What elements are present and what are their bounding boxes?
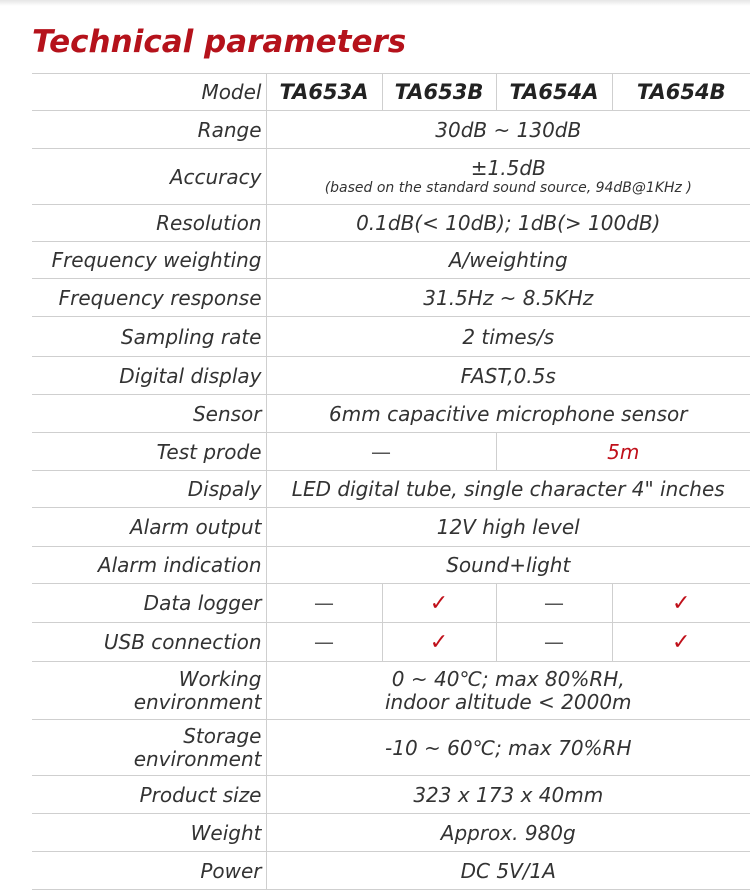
table-row-product-size	[32, 776, 750, 814]
model-header: TA653A	[266, 74, 382, 111]
row-value: -10 ~ 60℃; max 70%RH	[266, 720, 750, 776]
row-label: Resolution	[32, 205, 266, 242]
table-row-model	[32, 74, 750, 111]
model-header: TA654B	[612, 74, 750, 111]
row-value: 0.1dB(< 10dB); 1dB(> 100dB)	[266, 205, 750, 242]
row-label: Storage	[183, 723, 262, 748]
row-value: A/weighting	[266, 242, 750, 279]
row-value: 2 times/s	[266, 317, 750, 357]
table-row-sampling-rate	[32, 317, 750, 357]
row-label: Alarm indication	[32, 547, 266, 584]
row-label: Product size	[32, 776, 266, 814]
table-row-alarm-indication	[32, 547, 750, 584]
table-row-frequency-weighting	[32, 242, 750, 279]
check-icon: ✓	[612, 584, 750, 623]
table-row-usb	[32, 623, 750, 662]
top-divider	[0, 0, 750, 6]
row-label: Working	[178, 666, 262, 691]
row-label: Weight	[32, 814, 266, 852]
row-value-group	[266, 149, 750, 205]
table-row-digital-display	[32, 357, 750, 395]
spec-table	[32, 73, 750, 890]
table-row-working-environment	[32, 662, 750, 720]
dash-icon: —	[496, 584, 612, 623]
row-value: FAST,0.5s	[266, 357, 750, 395]
table-row-range	[32, 111, 750, 149]
table-row-frequency-response	[32, 279, 750, 317]
check-icon: ✓	[382, 623, 496, 662]
dash-icon: —	[496, 623, 612, 662]
row-label: Digital display	[32, 357, 266, 395]
table-row-display	[32, 471, 750, 508]
row-label: environment	[133, 746, 262, 771]
row-label: Alarm output	[32, 508, 266, 547]
row-value: Sound+light	[266, 547, 750, 584]
table-row-alarm-output	[32, 508, 750, 547]
row-value: DC 5V/1A	[266, 852, 750, 890]
row-label: Range	[32, 111, 266, 149]
row-label-group	[32, 662, 266, 720]
row-label: Accuracy	[32, 149, 266, 205]
dash-icon: —	[266, 623, 382, 662]
row-label: Sensor	[32, 395, 266, 433]
row-label: Sampling rate	[32, 317, 266, 357]
row-value: 30dB ~ 130dB	[266, 111, 750, 149]
accuracy-value: ±1.5dB	[470, 156, 546, 180]
table-row-weight	[32, 814, 750, 852]
row-label: Data logger	[32, 584, 266, 623]
table-row-power	[32, 852, 750, 890]
probe-value-ta654: 5m	[496, 433, 750, 471]
row-label: Model	[32, 74, 266, 111]
row-value: 323 x 173 x 40mm	[266, 776, 750, 814]
row-value: 12V high level	[266, 508, 750, 547]
row-value: Approx. 980g	[266, 814, 750, 852]
dash-icon: —	[266, 584, 382, 623]
page-title: Technical parameters	[32, 24, 407, 60]
row-label: USB connection	[32, 623, 266, 662]
row-label: environment	[133, 689, 262, 714]
row-value: 31.5Hz ~ 8.5KHz	[266, 279, 750, 317]
row-label: Dispaly	[32, 471, 266, 508]
table-row-accuracy	[32, 149, 750, 205]
table-row-resolution	[32, 205, 750, 242]
model-header: TA654A	[496, 74, 612, 111]
row-label: Frequency response	[32, 279, 266, 317]
accuracy-note: (based on the standard sound source, 94dB@1KHz )	[324, 180, 692, 196]
row-value-group	[266, 662, 750, 720]
row-value: 6mm capacitive microphone sensor	[266, 395, 750, 433]
check-icon: ✓	[612, 623, 750, 662]
probe-value-ta653: —	[266, 433, 496, 471]
row-label: Power	[32, 852, 266, 890]
table-row-storage-environment	[32, 720, 750, 776]
row-label: Test prode	[32, 433, 266, 471]
row-label-group	[32, 720, 266, 776]
table-row-sensor	[32, 395, 750, 433]
table-row-test-probe	[32, 433, 750, 471]
row-value: 0 ~ 40℃; max 80%RH,	[391, 666, 625, 691]
table-row-data-logger	[32, 584, 750, 623]
row-value: LED digital tube, single character 4" inches	[266, 471, 750, 508]
row-label: Frequency weighting	[32, 242, 266, 279]
check-icon: ✓	[382, 584, 496, 623]
model-header: TA653B	[382, 74, 496, 111]
row-value: indoor altitude < 2000m	[384, 689, 632, 714]
